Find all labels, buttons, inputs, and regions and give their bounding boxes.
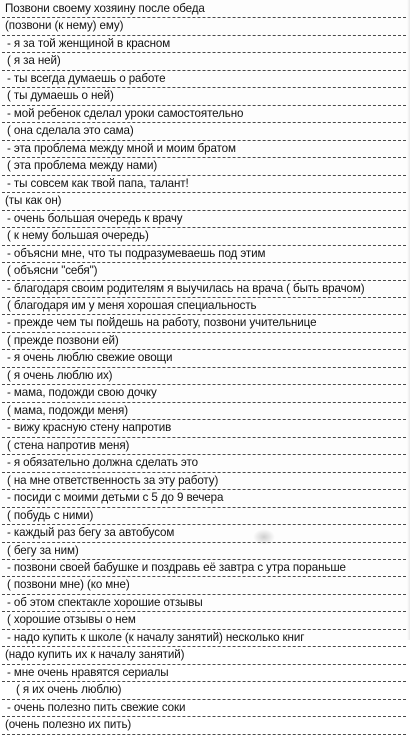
text-line: (очень полезно их пить) bbox=[2, 717, 406, 734]
text-line: ( объясни "себя") bbox=[2, 263, 406, 280]
text-line: - я очень люблю свежие овощи bbox=[2, 350, 406, 367]
text-line: ( эта проблема между нами) bbox=[2, 158, 406, 175]
text-line: - ты совсем как твой папа, талант! bbox=[2, 176, 406, 193]
scan-smudge bbox=[253, 529, 275, 545]
text-line: Позвони своему хозяину после обеда bbox=[2, 1, 406, 18]
text-line: - мой ребенок сделал уроки самостоятельно bbox=[2, 106, 406, 123]
text-line: - об этом спектакле хорошие отзывы bbox=[2, 595, 406, 612]
text-line: - вижу красную стену напротив bbox=[2, 420, 406, 437]
text-line: - позвони своей бабушке и поздравь её завтра с утра пораньше bbox=[2, 560, 406, 577]
text-line: - мне очень нравятся сериалы bbox=[2, 665, 406, 682]
text-line: - объясни мне, что ты подразумеваешь под этим bbox=[2, 246, 406, 263]
text-line: ( она сделала это сама) bbox=[2, 123, 406, 140]
text-line: (ты как он) bbox=[2, 193, 406, 210]
text-line: ( я очень люблю их) bbox=[2, 368, 406, 385]
text-line: - благодаря своим родителям я выучилась на врача ( быть врачом) bbox=[2, 281, 406, 298]
text-line: (надо купить их к началу занятий) bbox=[2, 647, 406, 664]
text-line: - я за той женщиной в красном bbox=[2, 36, 406, 53]
text-line: ( я за ней) bbox=[2, 53, 406, 70]
sentence-list bbox=[2, 1, 406, 735]
text-line: - эта проблема между мной и моим братом bbox=[2, 141, 406, 158]
text-line: - надо купить к школе (к началу занятий) несколько книг bbox=[2, 630, 406, 647]
text-line: ( ты думаешь о ней) bbox=[2, 88, 406, 105]
text-line: ( побудь с ними) bbox=[2, 508, 406, 525]
text-line: - мама, подожди свою дочку bbox=[2, 385, 406, 402]
text-line: ( хорошие отзывы о нем bbox=[2, 612, 406, 629]
text-line: - ты всегда думаешь о работе bbox=[2, 71, 406, 88]
text-line: - очень большая очередь к врачу bbox=[2, 211, 406, 228]
text-line: - я обязательно должна сделать это bbox=[2, 455, 406, 472]
text-line: ( бегу за ним) bbox=[2, 543, 406, 560]
text-line: (позвони (к нему) ему) bbox=[2, 18, 406, 35]
text-line: ( прежде позвони ей) bbox=[2, 333, 406, 350]
text-line: ( на мне ответственность за эту работу) bbox=[2, 473, 406, 490]
text-line: - очень полезно пить свежие соки bbox=[2, 700, 406, 717]
text-line: ( благодаря им у меня хорошая специальность bbox=[2, 298, 406, 315]
text-line: ( к нему большая очередь) bbox=[2, 228, 406, 245]
text-line: - посиди с моими детьми с 5 до 9 вечера bbox=[2, 490, 406, 507]
text-line: - прежде чем ты пойдешь на работу, позвони учительнице bbox=[2, 315, 406, 332]
text-line: - каждый раз бегу за автобусом bbox=[2, 525, 406, 542]
text-line: ( позвони мне) (ко мне) bbox=[2, 577, 406, 594]
text-line: ( стена напротив меня) bbox=[2, 438, 406, 455]
text-line: ( я их очень люблю) bbox=[2, 682, 406, 699]
text-line: ( мама, подожди меня) bbox=[2, 403, 406, 420]
